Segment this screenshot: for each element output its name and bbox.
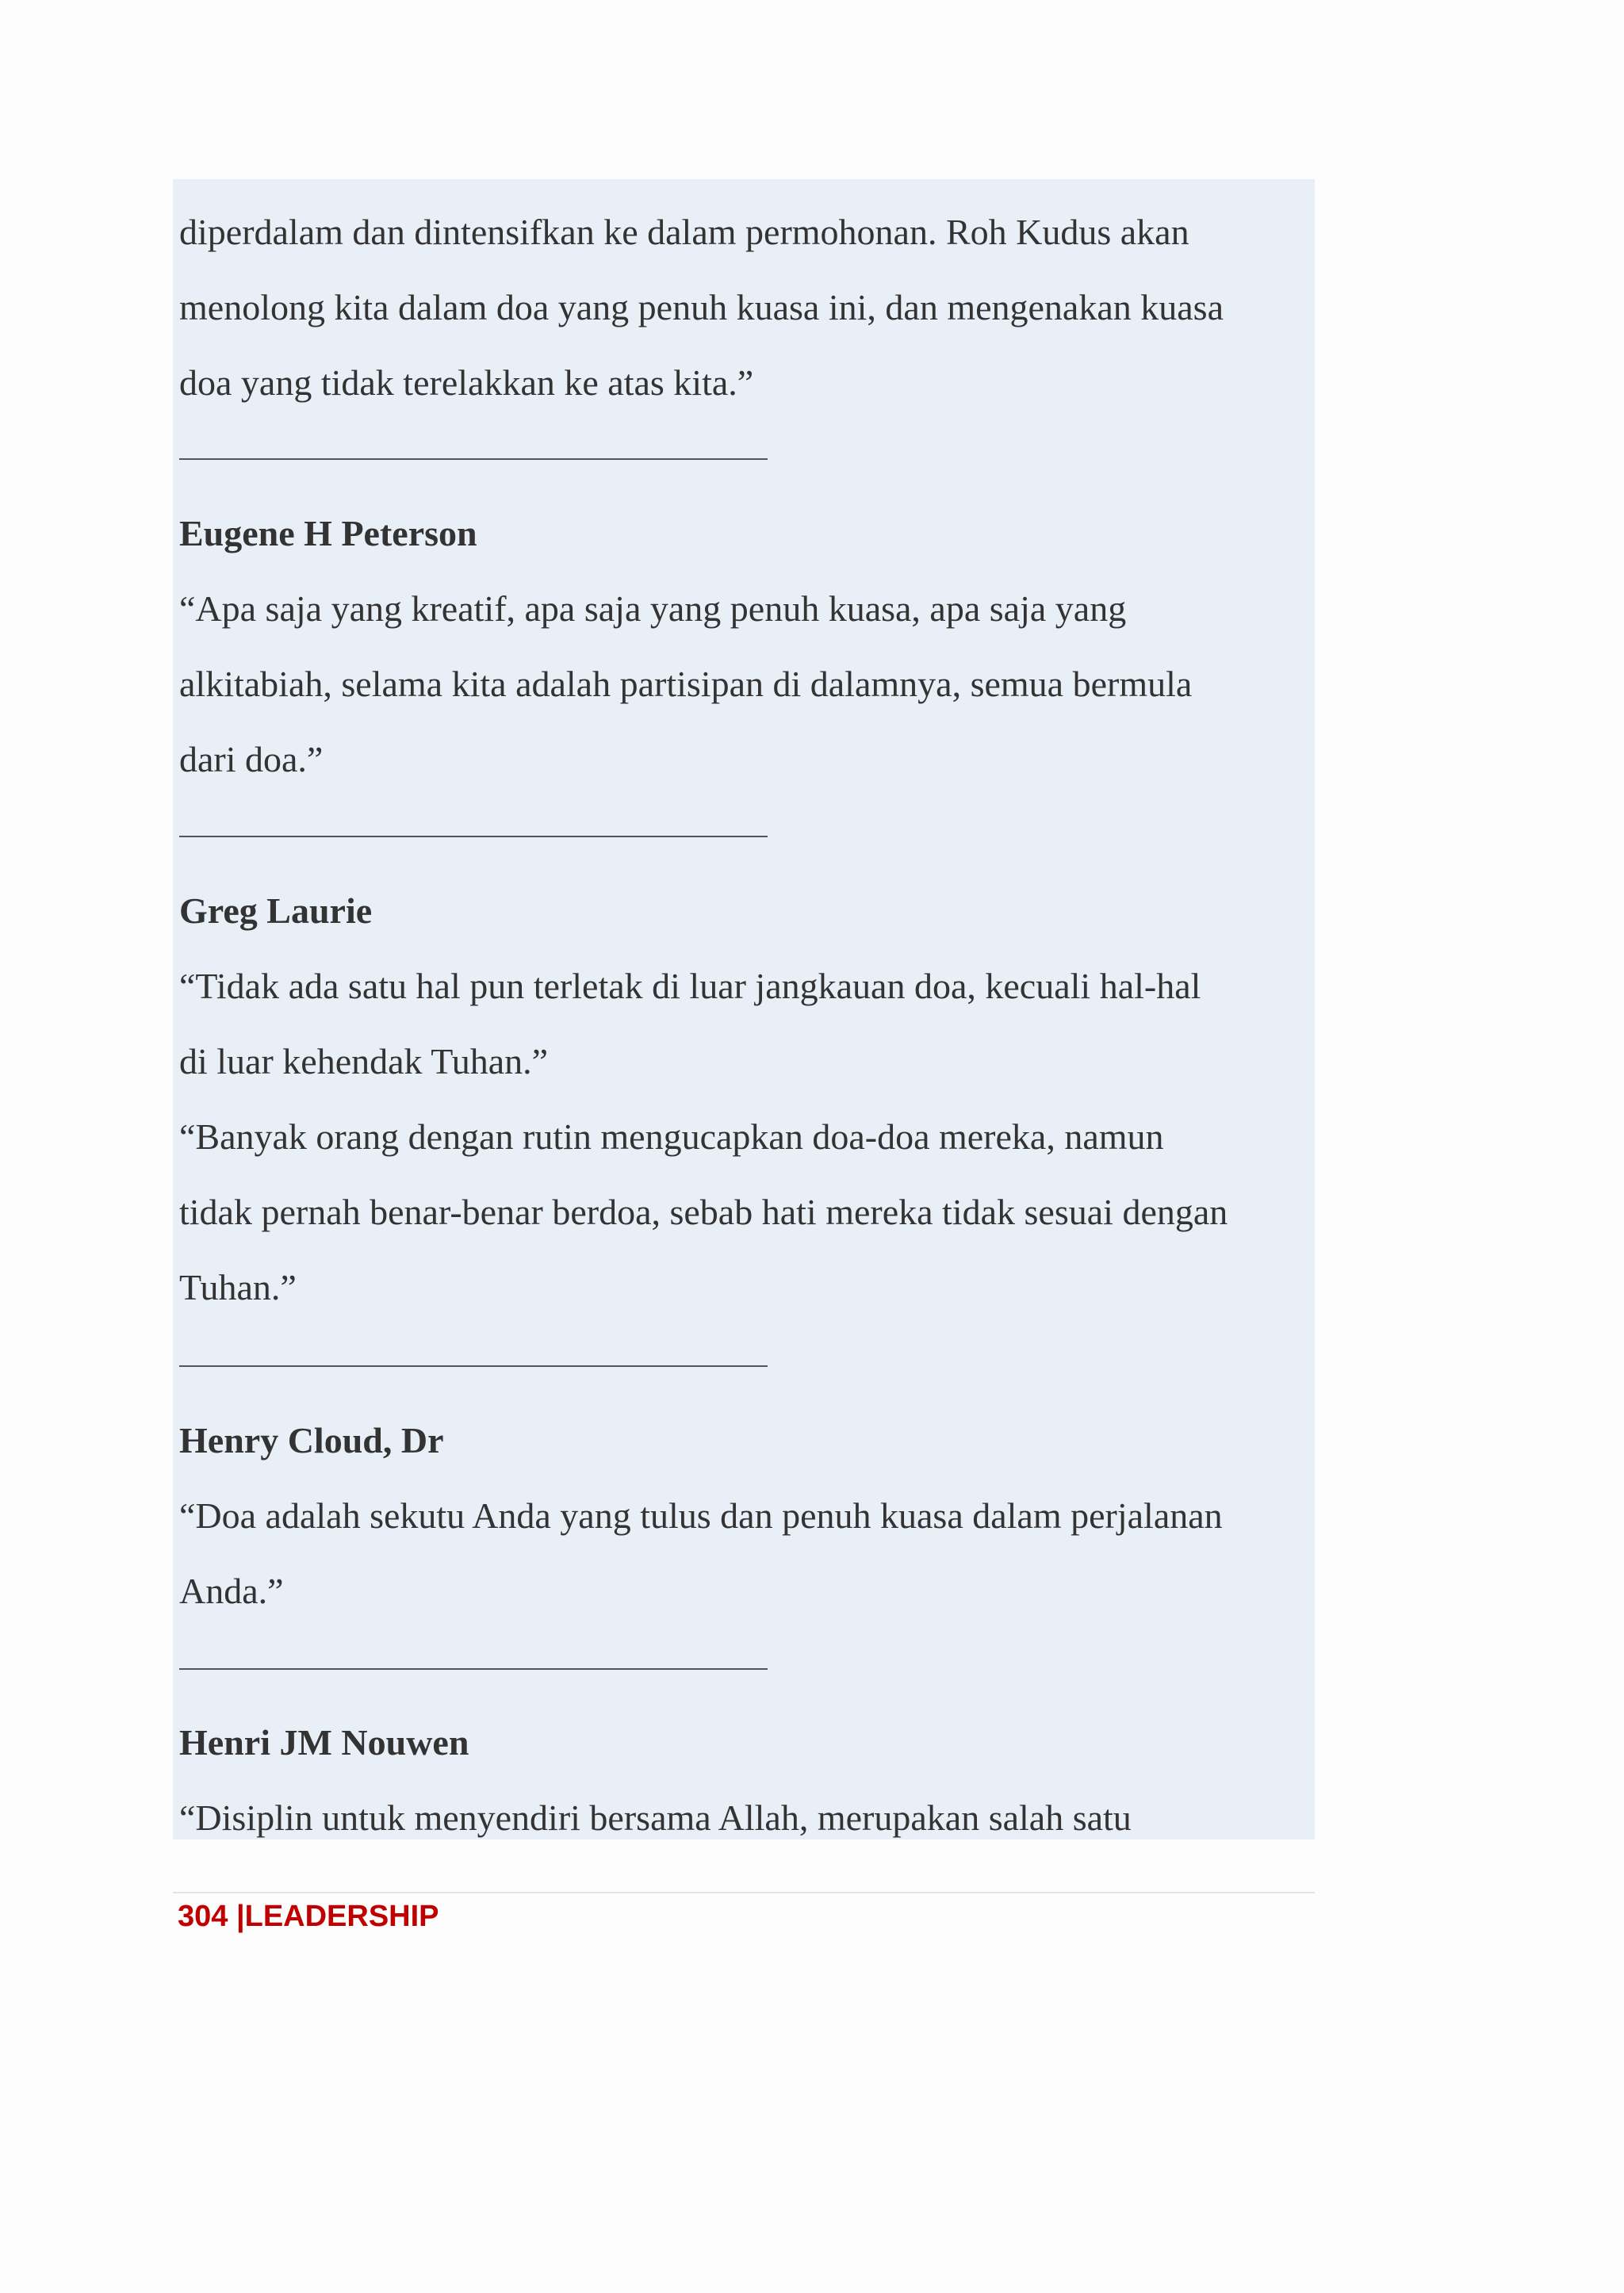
section-separator	[179, 1365, 768, 1367]
footer-rule	[173, 1892, 1315, 1893]
quote-line: “Doa adalah sekutu Anda yang tulus dan penuh kuasa dalam perjalanan	[179, 1495, 1223, 1536]
section-separator	[179, 1668, 768, 1670]
author-name: Eugene H Peterson	[179, 513, 477, 553]
page-number: 304	[178, 1900, 228, 1933]
body-text-line: diperdalam dan dintensifkan ke dalam permohonan. Roh Kudus akan	[179, 212, 1189, 252]
quote-line: “Tidak ada satu hal pun terletak di luar jangkauan doa, kecuali hal-hal	[179, 966, 1201, 1006]
quote-line: tidak pernah benar-benar berdoa, sebab hati mereka tidak sesuai dengan	[179, 1192, 1228, 1232]
author-name: Greg Laurie	[179, 890, 373, 931]
author-name: Henri JM Nouwen	[179, 1722, 469, 1763]
quote-line: Anda.”	[179, 1571, 284, 1611]
quote-line: “Disiplin untuk menyendiri bersama Allah, merupakan salah satu	[179, 1797, 1132, 1838]
quote-line: di luar kehendak Tuhan.”	[179, 1041, 549, 1081]
section-separator	[179, 836, 768, 837]
section-title: LEADERSHIP	[244, 1900, 439, 1933]
body-text-line: doa yang tidak terelakkan ke atas kita.”	[179, 362, 754, 403]
quote-panel	[173, 179, 1315, 1839]
quote-line: Tuhan.”	[179, 1267, 297, 1307]
quote-line: “Apa saja yang kreatif, apa saja yang penuh kuasa, apa saja yang	[179, 588, 1127, 629]
footer-divider: |	[236, 1900, 245, 1933]
page-footer	[178, 1901, 439, 1931]
body-text-line: menolong kita dalam doa yang penuh kuasa ini, dan mengenakan kuasa	[179, 287, 1224, 327]
section-separator	[179, 458, 768, 460]
quote-line: dari doa.”	[179, 739, 324, 779]
quote-line: “Banyak orang dengan rutin mengucapkan doa-doa mereka, namun	[179, 1116, 1164, 1157]
author-name: Henry Cloud, Dr	[179, 1420, 444, 1460]
quote-line: alkitabiah, selama kita adalah partisipan di dalamnya, semua bermula	[179, 664, 1193, 704]
